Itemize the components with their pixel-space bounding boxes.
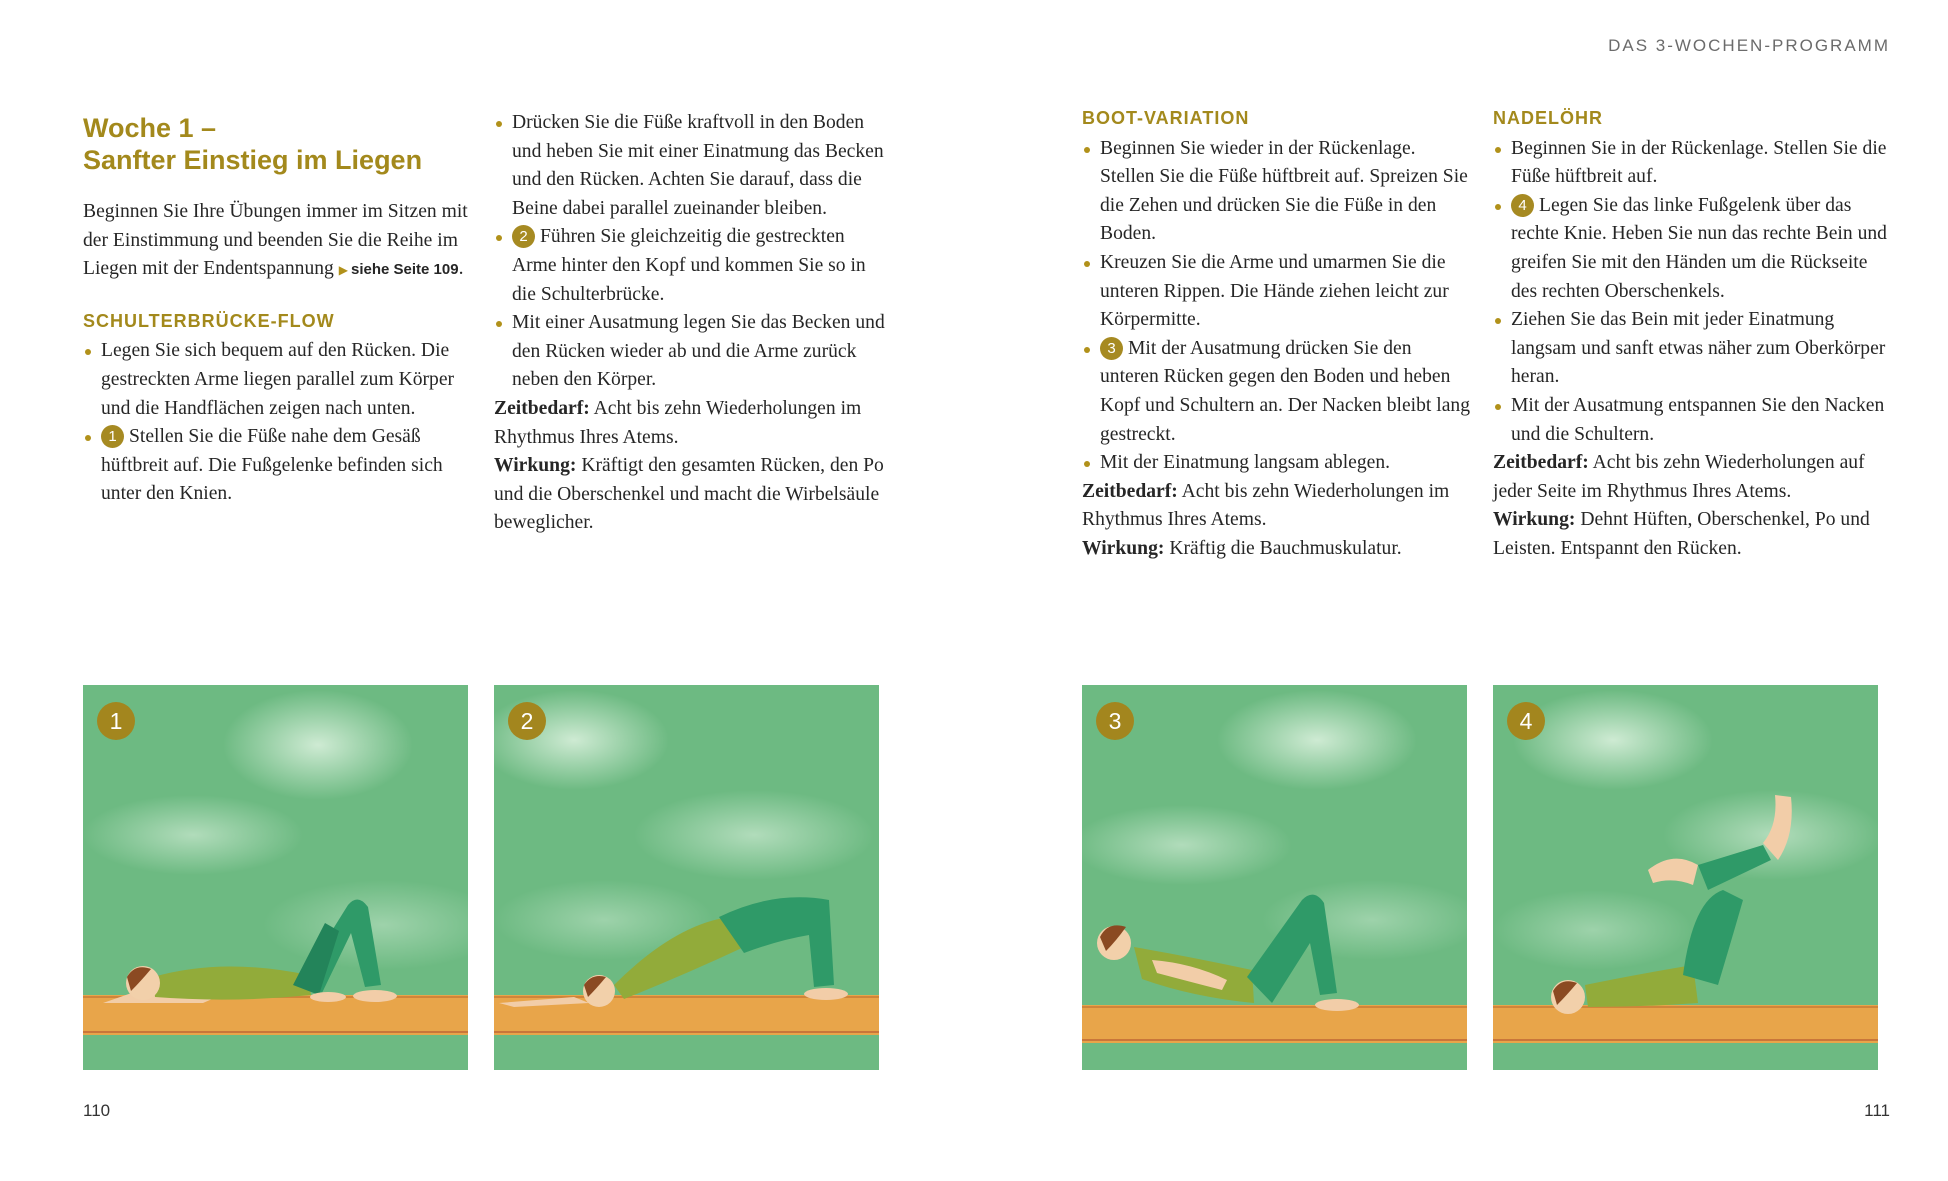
list-item-text: Mit der Ausatmung drücken Sie den unteren Rücken gegen den Boden und heben Kopf und Schultern an. Der Nacken bleibt lang gestreckt. [1100,337,1470,445]
intro-paragraph [83,198,468,285]
zeitbedarf-paragraph [494,395,887,452]
wirkung-paragraph [1493,506,1888,563]
list-item [494,309,887,395]
page-reference-link[interactable]: siehe Seite 109 [351,261,459,279]
column-1 [83,112,468,509]
illustration-2-shoulder-bridge [494,685,879,1070]
floor-mat [1493,1005,1878,1043]
list-item [494,223,887,309]
list-item [1493,392,1888,449]
list-item-text: Legen Sie sich bequem auf den Rücken. Die gestreckten Arme liegen parallel zum Körper und die Handflächen zeigen nach unten. [101,340,455,419]
list-item-text: Stellen Sie die Füße nahe dem Gesäß hüftbreit auf. Die Fußgelenke befinden sich unter den Knien. [101,426,443,505]
wirkung-text: Kräftigt den gesamten Rücken, den Po und die Oberschenkel und macht die Wirbelsäule beweglicher. [494,455,884,534]
list-item [1493,135,1888,192]
running-header: DAS 3-WOCHEN-PROGRAMM [1608,36,1890,55]
list-item-text: Kreuzen Sie die Arme und umarmen Sie die unteren Rippen. Die Hände ziehen leicht zur Körpermitte. [1100,251,1449,331]
list-item-text: Mit der Einatmung langsam ablegen. [1100,452,1391,474]
step-number-badge: 2 [512,225,535,248]
column-4 [1493,104,1888,564]
wirkung-paragraph [1082,535,1472,564]
section-heading-schulterbruecke: SCHULTERBRÜCKE-FLOW [83,310,335,331]
list-item [1082,135,1472,249]
zeitbedarf-paragraph [1493,449,1888,506]
schulterbruecke-list [83,337,468,509]
list-item [1082,335,1472,449]
illustration-4-needle-eye [1493,685,1878,1070]
list-item-text: Beginnen Sie in der Rückenlage. Stellen Sie die Füße hüftbreit auf. [1511,137,1887,188]
illustration-number-badge: 1 [97,702,135,740]
list-item-text: Drücken Sie die Füße kraftvoll in den Boden und heben Sie mit einer Einatmung das Becken und den Rücken. Achten Sie darauf, dass die Beine dabei parallel zueinander bleiben. [512,112,884,219]
step-number-badge: 4 [1511,194,1534,217]
zeitbedarf-label: Zeitbedarf: [494,397,590,419]
column-2 [494,109,887,538]
section-heading-boot: BOOT-VARIATION [1082,108,1250,128]
zeitbedarf-label: Zeitbedarf: [1493,452,1589,474]
list-item-text: Mit einer Ausatmung legen Sie das Becken und den Rücken wieder ab und die Arme zurück neben den Körper. [512,312,885,391]
list-item [1493,306,1888,392]
list-item [83,337,468,423]
wirkung-paragraph [494,452,887,538]
watercolor-scene [1493,685,1878,1070]
floor-mat [1082,1005,1467,1043]
section-heading-nadeloehr: NADELÖHR [1493,108,1603,128]
list-item-text: Legen Sie das linke Fußgelenk über das rechte Knie. Heben Sie nun das rechte Bein und greifen Sie mit den Händen um die Rückseite des rechten Oberschenkels. [1511,194,1887,302]
nadeloehr-list [1493,135,1888,450]
wirkung-text: Kräftig die Bauchmuskulatur. [1169,537,1402,559]
list-item-text: Führen Sie gleichzeitig die gestreckten Arme hinter den Kopf und kommen Sie so in die Schulterbrücke. [512,226,866,305]
column-3 [1082,104,1472,564]
wirkung-label: Wirkung: [1493,509,1576,531]
page-number-left: 110 [83,1101,111,1120]
wirkung-label: Wirkung: [494,455,577,477]
illustration-number-badge: 4 [1507,702,1545,740]
zeitbedarf-paragraph [1082,478,1472,535]
watercolor-scene [494,685,879,1070]
list-item-text: Mit der Ausatmung entspannen Sie den Nacken und die Schultern. [1511,394,1885,445]
illustration-number-badge: 2 [508,702,546,740]
step-number-badge: 3 [1100,337,1123,360]
illustration-number-badge: 3 [1096,702,1134,740]
intro-text: Beginnen Sie Ihre Übungen immer im Sitzen mit der Einstimmung und beenden Sie die Reihe im Liegen mit der Endentspannung [83,201,468,280]
list-item [83,423,468,509]
page-title [83,112,468,176]
illustration-1-knees-bent [83,685,468,1070]
boot-list [1082,135,1472,478]
zeitbedarf-text: Acht bis zehn Wiederholungen im Rhythmus Ihres Atems. [1082,480,1450,531]
zeitbedarf-label: Zeitbedarf: [1082,480,1178,502]
list-item [494,109,887,223]
list-item [1082,249,1472,335]
list-item [1082,449,1472,478]
zeitbedarf-text: Acht bis zehn Wiederholungen auf jeder Seite im Rhythmus Ihres Atems. [1493,452,1865,502]
zeitbedarf-text: Acht bis zehn Wiederholungen im Rhythmus Ihres Atems. [494,397,862,448]
list-item-text: Ziehen Sie das Bein mit jeder Einatmung langsam und sanft etwas näher zum Oberkörper heran. [1511,309,1886,388]
watercolor-scene [1082,685,1467,1070]
schulterbruecke-list-continued [494,109,887,395]
intro-end: . [458,258,464,280]
title-line-1: Woche 1 – [83,113,217,143]
title-line-2: Sanfter Einstieg im Liegen [83,145,423,175]
wirkung-text: Dehnt Hüften, Oberschenkel, Po und Leisten. Entspannt den Rücken. [1493,509,1870,559]
watercolor-scene [83,685,468,1070]
wirkung-label: Wirkung: [1082,537,1165,559]
list-item-text: Beginnen Sie wieder in der Rückenlage. Stellen Sie die Füße hüftbreit auf. Spreizen Sie die Zehen und drücken Sie die Füße in den Boden. [1100,137,1468,245]
list-item [1493,192,1888,306]
arrow-right-icon: ▶ [338,263,348,278]
page-number-right: 111 [1864,1101,1890,1120]
step-number-badge: 1 [101,425,124,448]
illustration-3-boat-variation [1082,685,1467,1070]
